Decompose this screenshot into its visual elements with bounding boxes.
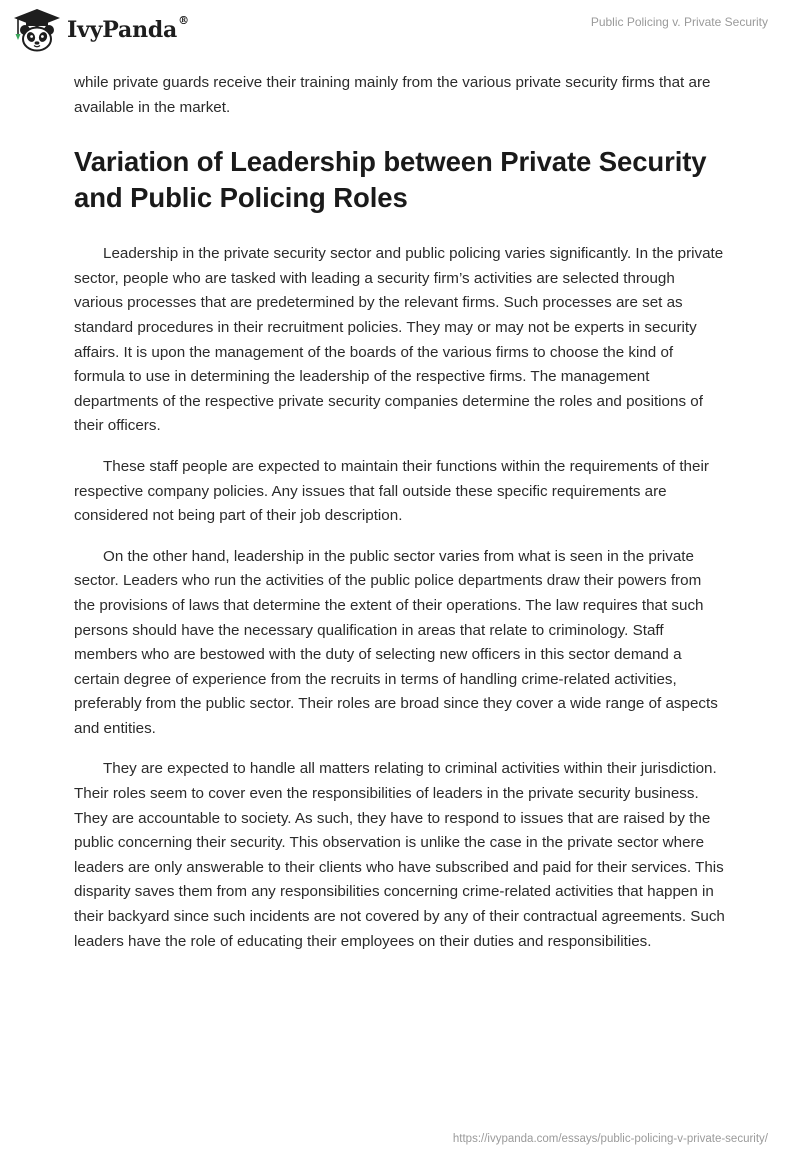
document-title: Public Policing v. Private Security xyxy=(590,15,768,29)
ivypanda-logo[interactable] xyxy=(13,8,189,52)
body-paragraph: On the other hand, leadership in the public sector varies from what is seen in the private sector. Leaders who run the activities of the public police departments draw their powers from the provisions of laws that determine the extent of their operations. The law requires that such persons should have the necessary qualification in areas that relate to criminology. Staff members who are bestowed with the duty of selecting new officers in this sector demand a certain degree of experience from the recruits in terms of handling crime-related activities, preferably from the public sector. Their roles are broad since they cover a wide range of aspects and entities. xyxy=(74,547,718,737)
body-paragraph: They are expected to handle all matters relating to criminal activities within their jurisdiction. Their roles seem to cover even the responsibilities of leaders in the private security business. They are accountable to society. As such, they have to respond to issues that are raised by the public concerning their security. This observation is unlike the case in the private sector where leaders are only answerable to their clients who have subscribed and paid for their services. This disparity saves them from any responsibilities concerning crime-related activities that happen in their backyard since such incidents are not covered by any of their contractual agreements. Such leaders have the role of educating their employees on their duties and responsibilities. xyxy=(74,760,725,950)
brand-name: IvyPanda® xyxy=(67,14,189,43)
source-url[interactable]: https://ivypanda.com/essays/public-policing-v-private-security/ xyxy=(452,1133,768,1145)
section-heading: Variation of Leadership between Private Security and Public Policing Roles xyxy=(74,146,707,214)
page-header xyxy=(0,0,800,64)
registered-mark: ® xyxy=(178,14,189,27)
lead-paragraph: while private guards receive their training mainly from the various private security firms that are available in the market. xyxy=(74,74,711,116)
panda-graduation-cap-icon xyxy=(13,8,61,52)
body-paragraph: These staff people are expected to maintain their functions within the requirements of their respective company policies. Any issues that fall outside these specific requirements are considered not being part of their job description. xyxy=(74,457,709,525)
body-paragraph: Leadership in the private security sector and public policing varies significantly. In the private sector, people who are tasked with leading a security firm’s activities are selected through various processes that are predetermined by the relevant firms. Such processes are set as standard procedures in their recruitment policies. They may or may not be experts in security affairs. It is upon the management of the boards of the various firms to choose the kind of formula to use in determining the leadership of the respective firms. The management departments of the respective private security companies determine the roles and positions of their officers. xyxy=(74,245,724,435)
essay-content xyxy=(74,71,726,970)
